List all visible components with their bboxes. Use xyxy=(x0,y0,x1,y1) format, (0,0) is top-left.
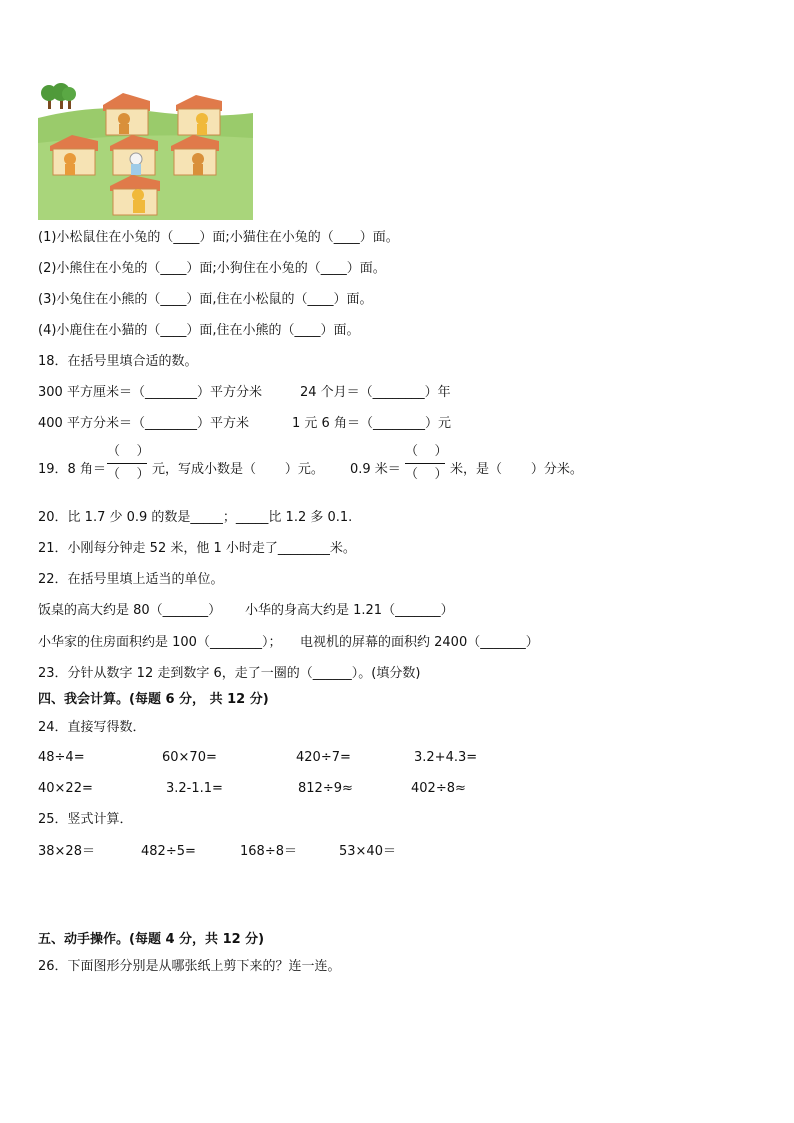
q18-row2-b: 1 元 6 角＝（________）元 xyxy=(292,416,451,431)
q18-row1-a: 300 平方厘米＝（________）平方分米 xyxy=(38,385,262,400)
q22-row1-a: 饭桌的高大约是 80（_______） xyxy=(38,603,222,618)
q18-title: 18．在括号里填合适的数。 xyxy=(38,354,198,369)
q24-item: 3.2-1.1= xyxy=(166,781,223,796)
q25-item: 168÷8＝ xyxy=(240,844,297,859)
q18-row2-a: 400 平方分米＝（________）平方米 xyxy=(38,416,249,431)
fraction-numerator: （ ） xyxy=(107,444,150,459)
q19-fraction-2 xyxy=(405,444,448,483)
q24-title: 24．直接写得数． xyxy=(38,720,146,735)
q22-row2-b: 电视机的屏幕的面积约 2400（_______） xyxy=(300,635,539,650)
animal-houses-illustration xyxy=(38,83,253,220)
fraction-denominator: （ ） xyxy=(107,467,150,482)
q25-item: 482÷5= xyxy=(141,844,196,859)
animal-houses-picture xyxy=(38,83,253,220)
fraction-numerator: （ ） xyxy=(405,444,448,459)
q18-row1-b: 24 个月＝（________）年 xyxy=(300,385,451,400)
q23-text: 23．分针从数字 12 走到数字 6，走了一圈的（______）。(填分数) xyxy=(38,666,421,681)
q22-row1-b: 小华的身高大约是 1.21（_______） xyxy=(245,603,454,618)
q19-fraction-1 xyxy=(107,444,150,483)
q25-title: 25．竖式计算． xyxy=(38,812,133,827)
fraction-bar xyxy=(405,463,445,464)
section-5-heading: 五、动手操作。(每题 4 分，共 12 分) xyxy=(38,932,265,947)
fraction-bar xyxy=(107,463,147,464)
q24-item: 3.2+4.3= xyxy=(414,750,478,765)
q21-text: 21．小刚每分钟走 52 米，他 1 小时走了________米。 xyxy=(38,541,356,556)
q17-line-4: (4)小鹿住在小猫的（____）面,住在小熊的（____）面。 xyxy=(38,323,360,338)
q24-item: 402÷8≈ xyxy=(411,781,466,796)
q20-text: 20．比 1.7 少 0.9 的数是_____；_____比 1.2 多 0.1. xyxy=(38,510,353,525)
section-4-heading: 四、我会计算。(每题 6 分， 共 12 分) xyxy=(38,692,269,707)
q22-title: 22．在括号里填上适当的单位。 xyxy=(38,572,224,587)
q22-row2-a: 小华家的住房面积约是 100（________）； xyxy=(38,635,282,650)
q25-item: 38×28＝ xyxy=(38,844,95,859)
q24-item: 40×22= xyxy=(38,781,93,796)
q19-mid: 元，写成小数是（ ）元。 xyxy=(152,462,324,477)
q24-item: 48÷4= xyxy=(38,750,85,765)
q24-item: 812÷9≈ xyxy=(298,781,353,796)
q24-item: 420÷7= xyxy=(296,750,351,765)
q17-line-3: (3)小兔住在小熊的（____）面,住在小松鼠的（____）面。 xyxy=(38,292,373,307)
fraction-denominator: （ ） xyxy=(405,467,448,482)
q17-line-1: (1)小松鼠住在小兔的（____）面;小猫住在小兔的（____）面。 xyxy=(38,230,399,245)
q26-text: 26．下面图形分别是从哪张纸上剪下来的？连一连。 xyxy=(38,959,341,974)
q19-suffix: 米，是（ ）分米。 xyxy=(450,462,583,477)
q24-item: 60×70= xyxy=(162,750,217,765)
q19-part2-prefix: 0.9 米＝ xyxy=(350,462,401,477)
q19-prefix: 19．8 角＝ xyxy=(38,462,106,477)
q17-line-2: (2)小熊住在小兔的（____）面;小狗住在小兔的（____）面。 xyxy=(38,261,386,276)
q25-item: 53×40＝ xyxy=(339,844,396,859)
